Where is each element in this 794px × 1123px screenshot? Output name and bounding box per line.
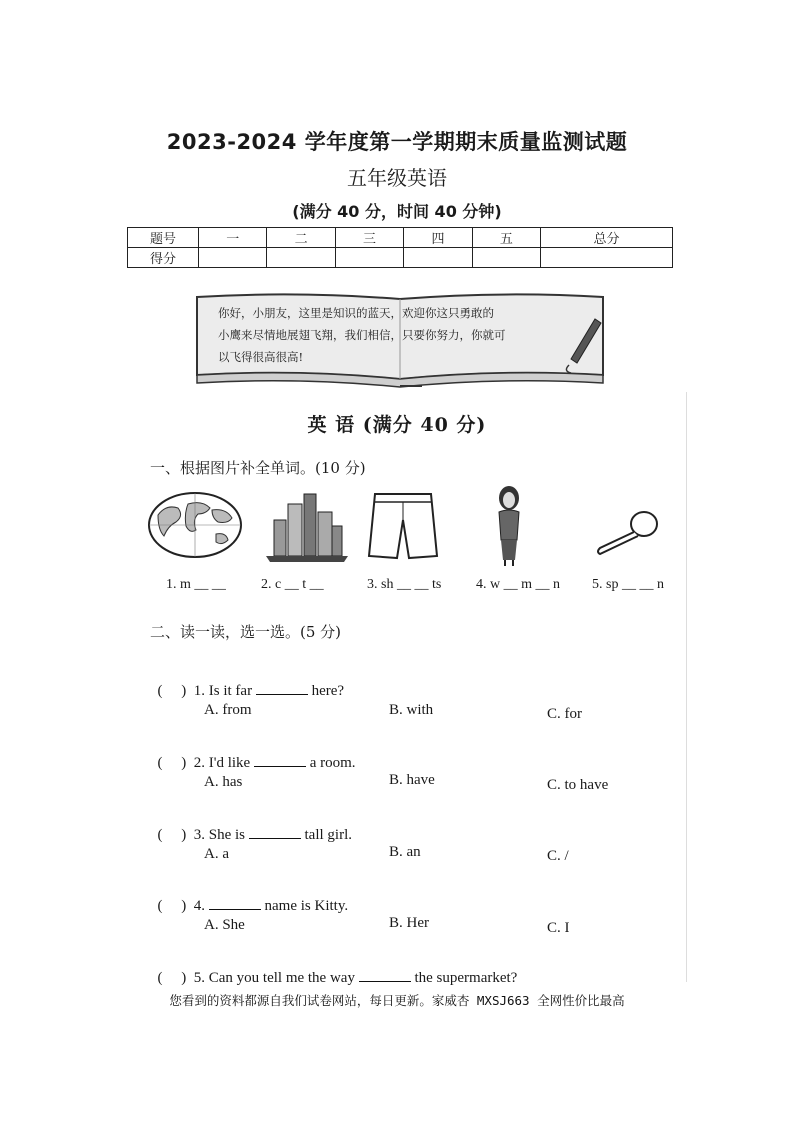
- option: A. a: [204, 846, 229, 862]
- world-map-icon: [146, 490, 244, 560]
- blank-line: [254, 765, 306, 767]
- answer-bracket[interactable]: (: [157, 755, 182, 771]
- footer-text: 您看到的资料都源自我们试卷网站，每日更新。家威杏 MXSJ663 全网性价比最高: [169, 993, 625, 1008]
- option: A. She: [204, 917, 245, 933]
- score-input-cell[interactable]: [199, 248, 267, 268]
- score-cell: 总分: [541, 228, 673, 248]
- word-item: 2. c __ t __: [261, 577, 324, 592]
- score-input-cell[interactable]: [335, 248, 403, 268]
- score-input-cell[interactable]: [404, 248, 472, 268]
- score-cell: 二: [267, 228, 335, 248]
- question-stem: a room.: [309, 755, 356, 771]
- book-line: 小鹰来尽情地展翅飞翔，我们相信，只要你努力，你就可: [218, 328, 506, 342]
- shorts-icon: [367, 490, 439, 562]
- question-stem: ) 5. Can you tell me the way: [181, 970, 355, 986]
- score-cell: 题号: [128, 228, 199, 248]
- answer-bracket[interactable]: (: [157, 827, 182, 843]
- question-stem: the supermarket?: [414, 970, 518, 986]
- question-3: [150, 810, 352, 844]
- book-line: 你好，小朋友，这里是知识的蓝天，欢迎你这只勇敢的: [218, 306, 494, 320]
- exam-note: (满分 40 分，时间 40 分钟): [292, 202, 502, 221]
- book-line: 以飞得很高很高!: [218, 350, 304, 364]
- scan-edge: [686, 392, 687, 982]
- score-cell: 五: [472, 228, 540, 248]
- score-input-cell[interactable]: [267, 248, 335, 268]
- answer-bracket[interactable]: (: [157, 898, 182, 914]
- option: B. with: [389, 702, 434, 718]
- question-stem: ) 1. Is it far: [181, 683, 253, 699]
- woman-icon: [489, 484, 529, 568]
- answer-bracket[interactable]: (: [157, 970, 182, 986]
- score-cell: 四: [404, 228, 472, 248]
- score-input-cell[interactable]: [472, 248, 540, 268]
- option: A. has: [204, 774, 243, 790]
- option: B. an: [389, 844, 421, 860]
- part1-heading: 一、根据图片补全单词。(10 分): [150, 459, 366, 477]
- blank-line: [359, 980, 411, 982]
- spoon-icon: [594, 508, 660, 560]
- answer-bracket[interactable]: (: [157, 683, 182, 699]
- option: B. Her: [389, 915, 429, 931]
- score-cell: 得分: [128, 248, 199, 268]
- score-input-cell[interactable]: [541, 248, 673, 268]
- question-5: [150, 953, 517, 987]
- question-stem: name is Kitty.: [264, 898, 349, 914]
- option: C. to have: [547, 777, 609, 793]
- exam-title: 2023-2024 学年度第一学期期末质量监测试题: [166, 130, 628, 154]
- option: C. I: [547, 920, 570, 936]
- blank-line: [249, 837, 301, 839]
- word-item: 4. w __ m __ n: [476, 577, 560, 592]
- score-cell: 三: [335, 228, 403, 248]
- book-message: [218, 302, 568, 368]
- option: A. from: [204, 702, 252, 718]
- score-cell: 一: [199, 228, 267, 248]
- question-stem: here?: [311, 683, 345, 699]
- question-4: [150, 881, 348, 915]
- question-stem: ) 4.: [181, 898, 205, 914]
- blank-line: [256, 693, 308, 695]
- word-item: 3. sh __ __ ts: [367, 577, 442, 592]
- question-stem: ) 2. I'd like: [181, 755, 251, 771]
- part2-heading: 二、读一读，选一选。(5 分): [150, 623, 342, 641]
- blank-line: [209, 908, 261, 910]
- city-icon: [266, 490, 348, 564]
- section-title: 英 语 (满分 40 分): [307, 414, 487, 436]
- option: B. have: [389, 772, 435, 788]
- word-item: 1. m __ __: [166, 577, 226, 592]
- question-stem: ) 3. She is: [181, 827, 245, 843]
- question-1: [150, 666, 344, 700]
- score-table: [127, 227, 673, 268]
- score-table-score-row: [128, 248, 673, 268]
- word-item: 5. sp __ __ n: [592, 577, 664, 592]
- option: C. for: [547, 706, 582, 722]
- question-stem: tall girl.: [304, 827, 352, 843]
- divider: [400, 385, 422, 387]
- question-2: [150, 738, 356, 772]
- exam-subtitle: 五年级英语: [347, 166, 447, 190]
- option: C. /: [547, 848, 569, 864]
- score-table-header-row: [128, 228, 673, 248]
